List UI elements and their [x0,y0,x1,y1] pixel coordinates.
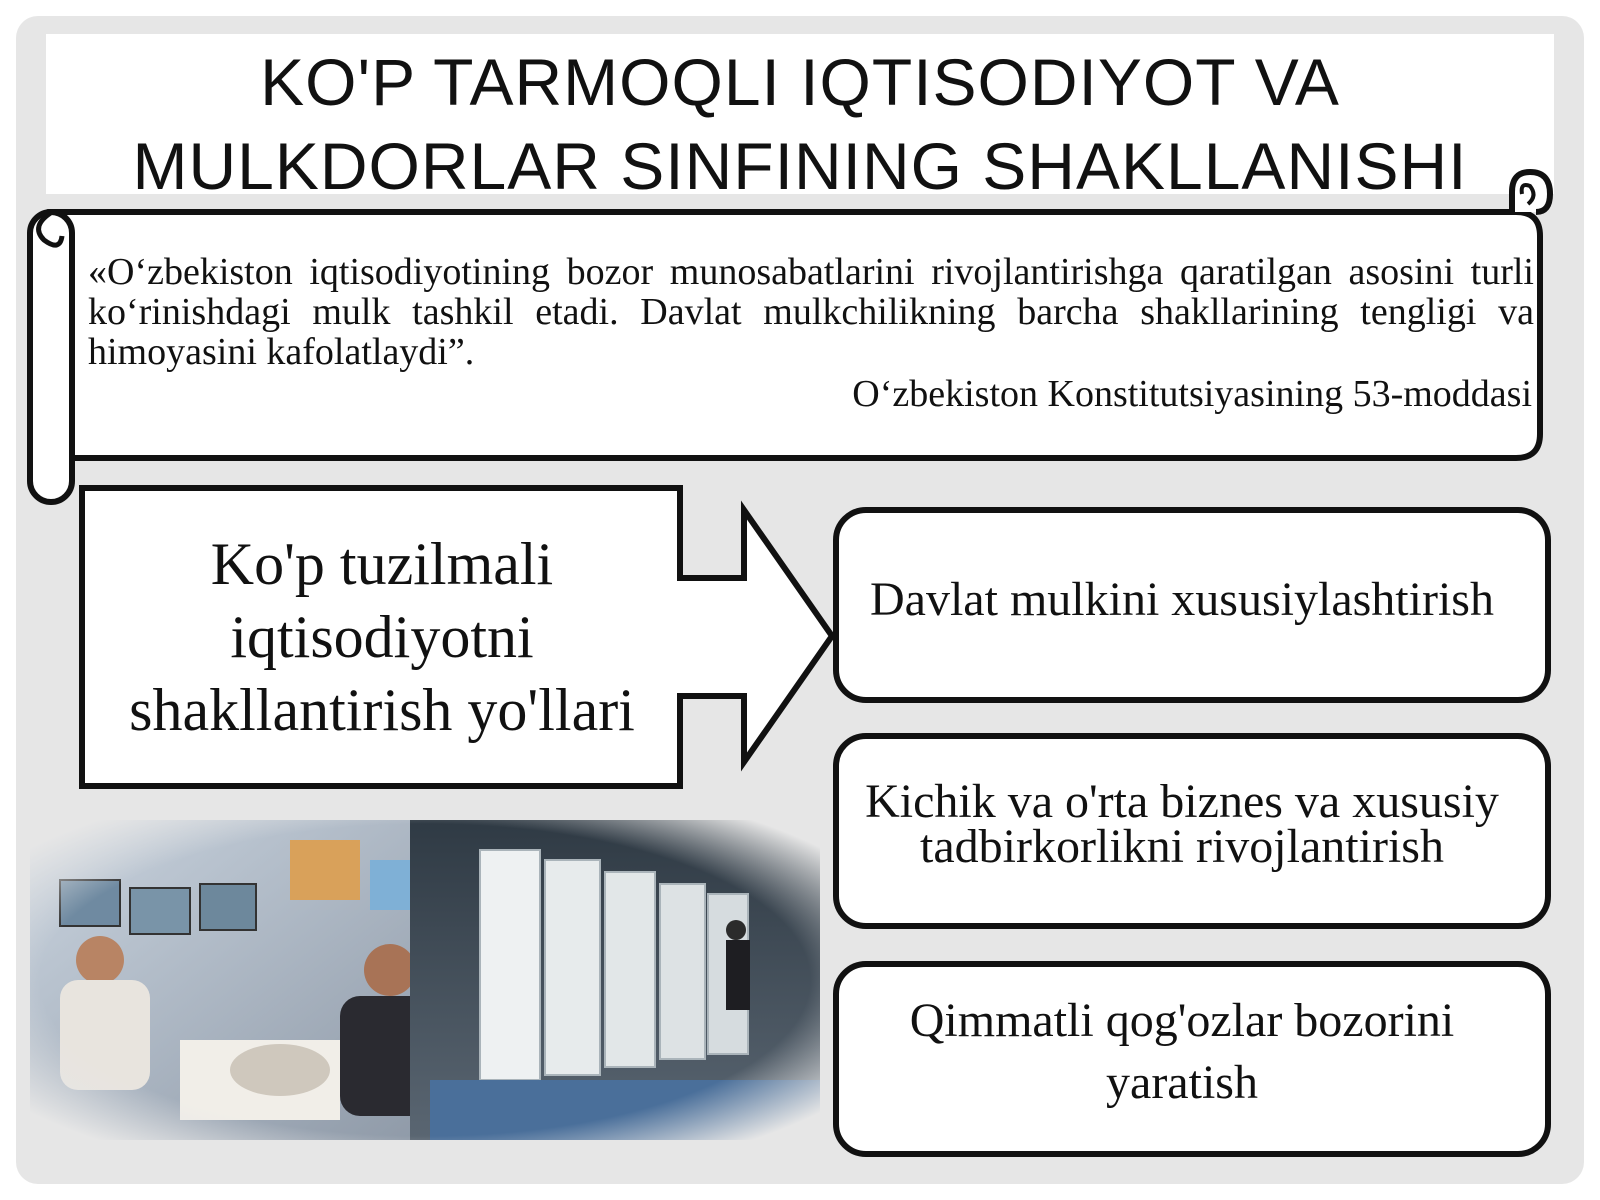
arrow-label: Ko'p tuzilmali iqtisodiyotni shakllantirish yo'llari [129,531,635,743]
constitution-quote: «O‘zbekiston iqtisodiyotining bozor munosabatlarini rivojlantirishga qaratilgan asosini turli ko‘rinishdagi mulk tashkil etadi. Davlat mulkchilikning barcha shakllarining tengligi va himoyasini kafolatlaydi”. [88,251,1534,373]
photo-collage [30,820,820,1140]
photo-collage-image [30,820,820,1140]
quote-source: O‘zbekiston Konstitutsiyasining 53-moddasi [852,373,1532,415]
box-securities-market-label: Qimmatli qog'ozlar bozorini yaratish [909,994,1455,1109]
scroll-right-roll [1512,172,1550,212]
box-small-business-label: Kichik va o'rta biznes va xususiy tadbirkorlikni rivojlantirish [865,775,1499,873]
scroll-left-roll [30,212,72,502]
box-privatization-label: Davlat mulkini xususiylashtirish [870,573,1494,626]
title-line-2: MULKDORLAR SINFINING SHAKLLANISHI [132,129,1468,203]
title-line-1: KO'P TARMOQLI IQTISODIYOT VA [260,45,1340,119]
